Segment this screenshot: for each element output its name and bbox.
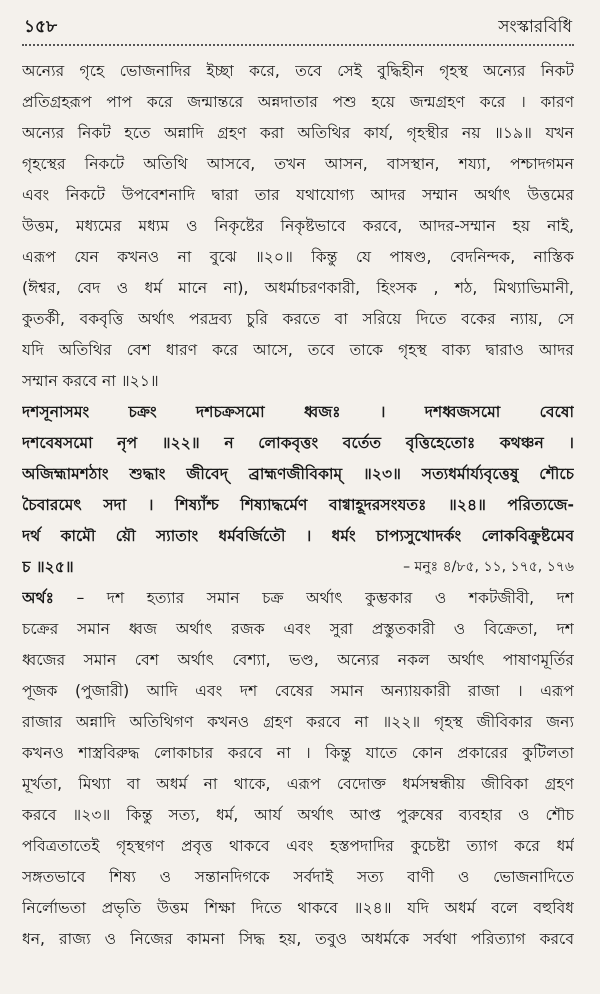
running-title: সংস্কারবিধি — [498, 17, 572, 37]
verse-line: দশবেষসমো নৃপ ॥২২॥ ন লোকবৃত্তং বর্তেত বৃত্তিহেতোঃ কথঞ্চন । — [22, 434, 574, 452]
text-line: ধন, রাজ্য ও নিজের কামনা সিদ্ধ হয়, তবুও অধর্মকে সর্বথা পরিত্যাগ করবে — [22, 930, 574, 948]
text-line: চক্রের সমান ধ্বজ অর্থাৎ রজক এবং সুরা প্রস্তুতকারী ও বিক্রেতা, দশ — [22, 620, 574, 638]
verse-line: দশসূনাসমং চক্রং দশচক্রসমো ধ্বজঃ । দশধ্বজসমো বেষো — [22, 403, 574, 421]
header-divider — [22, 44, 574, 46]
verse-line: চৈবারমেৎ সদা । শিষ্যাঁশ্চ শিষ্যাদ্ধর্মেণ বাগ্বাহূদরসংযতঃ ॥২৪॥ পরিত্যজে- — [22, 496, 574, 514]
text-line: এরূপ যেন কখনও না বুঝে ॥২০॥ কিন্তু যে পাষণ্ড, বেদনিন্দক, নাস্তিক — [22, 248, 574, 266]
verse-line: দর্থ কামৌ য়ৌ স্যাতাং ধর্মবর্জিতৌ । ধর্মং চাপ্যসুখোদর্কং লোকবিক্রুষ্টমেব — [22, 527, 574, 545]
sanskrit-verse — [22, 397, 574, 583]
text-line: সঙ্গতভাবে শিষ্য ও সন্তানদিগকে সর্বদাই সত্য বাণী ও ভোজনাদিতে — [22, 868, 574, 886]
text-line: মূর্খতা, মিথ্যা বা অধর্ম না থাকে, এরূপ বেদোক্ত ধর্মসম্বন্ধীয় জীবিকা গ্রহণ — [22, 775, 574, 793]
text-line: অন্যের নিকট হতে অন্নাদি গ্রহণ করা অতিথির কার্য, গৃহস্থীর নয় ॥১৯॥ যখন — [22, 124, 574, 142]
text-line: করবে ॥২৩॥ কিন্তু সত্য, ধর্ম, আর্য অর্থাৎ আপ্ত পুরুষের ব্যবহার ও শৌচ — [22, 806, 574, 824]
text-line: যদি অতিথির বেশ ধারণ করে আসে, তবে তাকে গৃহস্থ বাক্য দ্বারাও আদর — [22, 341, 574, 359]
page-header — [22, 14, 574, 38]
text-line: কুতর্কী, বকবৃত্তি অর্থাৎ পরদ্রব্য চুরি করতে বা সরিয়ে দিতে বকের ন্যায়, সে — [22, 310, 574, 328]
text-line: উত্তম, মধ্যমের মধ্যম ও নিকৃষ্টের নিকৃষ্টভাবে করবে, আদর-সম্মান হয় নাই, — [22, 217, 574, 235]
text-line: অন্যের গৃহে ভোজনাদির ইচ্ছা করে, তবে সেই বুদ্ধিহীন গৃহস্থ অন্যের নিকট — [22, 62, 574, 80]
text-line: গৃহস্থের নিকটে অতিথি আসবে, তখন আসন, বাসস্থান, শয্যা, পশ্চাদগমন — [22, 155, 574, 173]
text-line: প্রতিগ্রহরূপ পাপ করে জন্মান্তরে অন্নদাতার পশু হয়ে জন্মগ্রহণ করে । কারণ — [22, 93, 574, 111]
text-line: পূজক (পুজারী) আদি এবং দশ বেষের সমান অন্যায়কারী রাজা । এরূপ — [22, 682, 574, 700]
text-line: সম্মান করবে না ॥২১॥ — [22, 372, 159, 390]
text-line: এবং নিকটে উপবেশনাদি দ্বারা তার যথাযোগ্য আদর সম্মান অর্থাৎ উত্তমের — [22, 186, 574, 204]
text-line: নির্লোভতা প্রভৃতি উত্তম শিক্ষা দিতে থাকবে ॥২৪॥ যদি অধর্ম বলে বহুবিধ — [22, 899, 574, 917]
meaning-label: অর্থঃ — [22, 589, 54, 607]
text-line: রাজার অন্নাদি অতিথিগণ কখনও গ্রহণ করবে না ॥২২॥ গৃহস্থ জীবিকার জন্য — [22, 713, 574, 731]
text-line: (ঈশ্বর, বেদ ও ধর্ম মানে না), অধর্মাচরণকারী, হিংসক , শঠ, মিথ্যাভিমানী, — [22, 279, 574, 297]
verse-reference: – মনুঃ ৪/৮৫, ১১, ১৭৫, ১৭৬ — [403, 559, 574, 575]
text-line: কখনও শাস্ত্রবিরুদ্ধ লোকাচার করবে না । কিন্তু যাতে কোন প্রকারের কুটিলতা — [22, 744, 574, 762]
text-line: ধ্বজের সমান বেশ অর্থাৎ বেশ্যা, ভণ্ড, অন্যের নকল অর্থাৎ পাষাণমূর্তির — [22, 651, 574, 669]
text-line-content: – দশ হত্যার সমান চক্র অর্থাৎ কুম্ভকার ও শকটজীবী, দশ — [53, 589, 574, 607]
verse-line: চ ॥২৫॥ — [22, 558, 74, 576]
verse-line: অজিহ্মামশঠাং শুদ্ধাং জীবেদ্ ব্রাহ্মণজীবিকাম্ ॥২৩॥ সত্যধর্মার্য্যবৃত্তেষু শৌচে — [22, 465, 574, 483]
text-line — [22, 583, 574, 614]
paragraph-2 — [22, 583, 574, 955]
paragraph-1 — [22, 56, 574, 397]
page-number: ১৫৮ — [24, 17, 58, 37]
text-line: পবিত্রতাতেই গৃহস্থগণ প্রবৃত্ত থাকবে এবং হস্তপদাদির কুচেষ্টা ত্যাগ করে ধর্ম — [22, 837, 574, 855]
